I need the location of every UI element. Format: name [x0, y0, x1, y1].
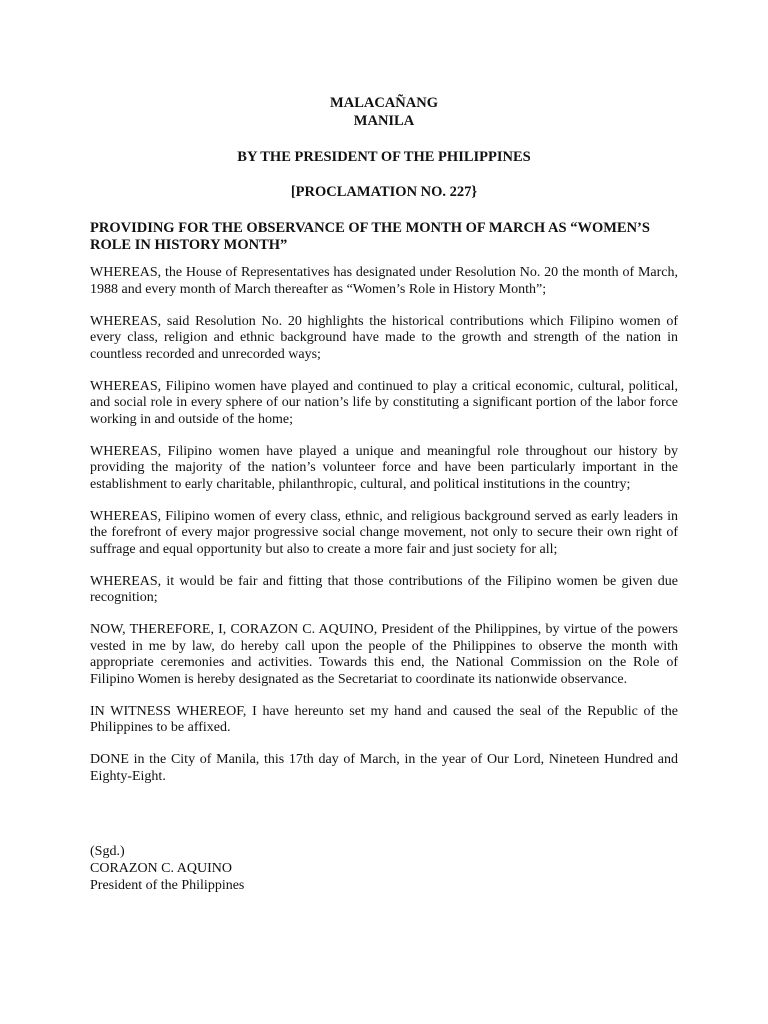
signatory-name: CORAZON C. AQUINO — [90, 861, 232, 876]
letterhead — [0, 94, 768, 130]
whereas-paragraph-3: WHEREAS, Filipino women have played and continued to play a critical economic, cultural, political, and social role in every sphere of our nation’s life by constituting a significant portion of the labor force working in and outside of the home; — [90, 378, 678, 427]
proclamation-number-text: [PROCLAMATION NO. 227} — [290, 184, 478, 200]
by-president-line — [0, 148, 768, 166]
signatory-position: President of the Philippines — [90, 878, 245, 893]
proclamation-number — [0, 183, 768, 201]
letterhead-city: MANILA — [353, 113, 415, 129]
signed-mark: (Sgd.) — [90, 844, 125, 859]
signature-block — [90, 843, 244, 894]
done-paragraph: DONE in the City of Manila, this 17th day of March, in the year of Our Lord, Nineteen Hundred and Eighty-Eight. — [90, 752, 678, 784]
title-line-1: PROVIDING FOR THE OBSERVANCE OF THE MONTH OF MARCH AS “WOMEN’S — [90, 220, 650, 236]
by-president-text: BY THE PRESIDENT OF THE PHILIPPINES — [237, 149, 531, 165]
whereas-paragraph-2: WHEREAS, said Resolution No. 20 highlights the historical contributions which Filipino women of every class, religion and ethnic background have made to the growth and strength of the nation in countless recorded and unrecorded ways; — [90, 313, 678, 362]
letterhead-office: MALACAÑANG — [330, 95, 438, 111]
whereas-paragraph-6: WHEREAS, it would be fair and fitting that those contributions of the Filipino women be given due recognition; — [90, 573, 678, 605]
whereas-paragraph-5: WHEREAS, Filipino women of every class, ethnic, and religious background served as early leaders in the forefront of every major progressive social change movement, not only to secure their own right of suffrage and equal opportunity but also to create a more fair and just society for all; — [90, 508, 678, 557]
whereas-paragraph-1: WHEREAS, the House of Representatives has designated under Resolution No. 20 the month of March, 1988 and every month of March thereafter as “Women’s Role in History Month”; — [90, 265, 678, 297]
resolution-paragraph: NOW, THEREFORE, I, CORAZON C. AQUINO, President of the Philippines, by virtue of the powers vested in me by law, do hereby call upon the people of the Philippines to observe the month with appropriate ceremonies and activities. Towards this end, the National Commission on the Role of Filipino Women is hereby designated as the Secretariat to coordinate its nationwide observance. — [90, 622, 678, 687]
title-line-2: ROLE IN HISTORY MONTH” — [90, 237, 288, 253]
whereas-paragraph-4: WHEREAS, Filipino women have played a unique and meaningful role throughout our history by providing the majority of the nation’s volunteer force and have been particularly important in the establishment to early charitable, philanthropic, cultural, and political institutions in the country; — [90, 443, 678, 492]
document-body — [90, 265, 678, 801]
witness-paragraph: IN WITNESS WHEREOF, I have hereunto set my hand and caused the seal of the Republic of the Philippines to be affixed. — [90, 703, 678, 735]
proclamation-title — [90, 220, 680, 254]
